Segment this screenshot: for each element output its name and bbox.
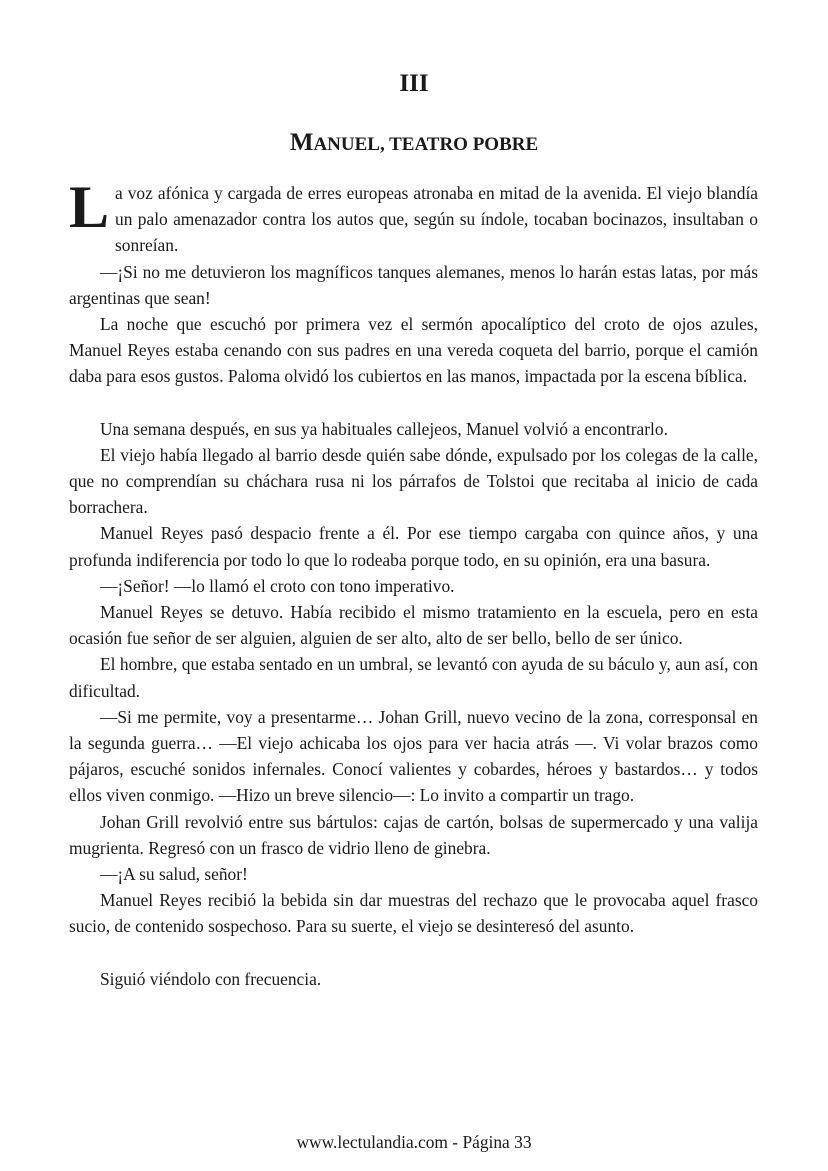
page-footer: www.lectulandia.com - Página 33 [296,1132,532,1152]
paragraph: —¡Señor! —lo llamó el croto con tono imperativo. [100,575,455,596]
chapter-title-rest: ANUEL, TEATRO POBRE [313,134,539,155]
paragraph: Manuel Reyes recibió la bebida sin dar muestras del rechazo que le provocaba aquel frasco sucio, de contenido sospechoso. Para su suerte, el viejo se desinteresó del asunto. [69,890,758,937]
paragraph: La voz afónica y cargada de erres europeas atronaba en mitad de la avenida. El viejo blandía un palo amenazador contra los autos que, según su índole, tocaban bocinazos, insultaban o sonreían. [69,174,758,256]
paragraph: Una semana después, en sus ya habituales callejeos, Manuel volvió a encontrarlo. [100,418,668,439]
paragraph: La noche que escuchó por primera vez el sermón apocalíptico del croto de ojos azules, Manuel Reyes estaba cenando con sus padres en una vereda coqueta del barrio, porque el camión daba para esos gustos. Paloma olvidó los cubiertos en las manos, impactada por la escena bíblica. [69,314,758,387]
paragraph: —¡A su salud, señor! [100,864,248,885]
paragraph: Siguió viéndolo con frecuencia. [100,968,322,989]
chapter-title [0,129,828,157]
paragraph: Manuel Reyes se detuvo. Había recibido el mismo tratamiento en la escuela, pero en esta ocasión fue señor de ser alguien, alguien de ser alto, alto de ser bello, bello de ser único. [69,602,758,649]
chapter-title-initial: M [289,129,314,156]
chapter-body [69,174,758,992]
paragraph: —Si me permite, voy a presentarme… Johan Grill, nuevo vecino de la zona, corresponsal en la segunda guerra… —El viejo achicaba los ojos para ver hacia atrás —. Vi volar brazos como pájaros, escuché sonidos infernales. Conocí valientes y cobardes, héroes y bastardos… y todos ellos viven conmigo. —Hizo un breve silencio—: Lo invito a compartir un trago. [69,706,758,806]
paragraph: —¡Si no me detuvieron los magníficos tanques alemanes, menos lo harán estas latas, por más argentinas que sean! [69,261,758,308]
drop-cap: L [69,174,110,240]
paragraph: Manuel Reyes pasó despacio frente a él. Por ese tiempo cargaba con quince años, y una profunda indiferencia por todo lo que lo rodeaba porque todo, en su opinión, era una basura. [69,523,758,570]
paragraph: El hombre, que estaba sentado en un umbral, se levantó con ayuda de su báculo y, aun así, con dificultad. [69,654,758,701]
paragraph: El viejo había llegado al barrio desde quién sabe dónde, expulsado por los colegas de la calle, que no comprendían su cháchara rusa ni los párrafos de Tolstoi que recitaba al inicio de cada borrachera. [69,444,758,518]
chapter-number: III [399,70,429,97]
paragraph: Johan Grill revolvió entre sus bártulos: cajas de cartón, bolsas de supermercado y una valija mugrienta. Regresó con un frasco de vidrio lleno de ginebra. [69,811,758,858]
